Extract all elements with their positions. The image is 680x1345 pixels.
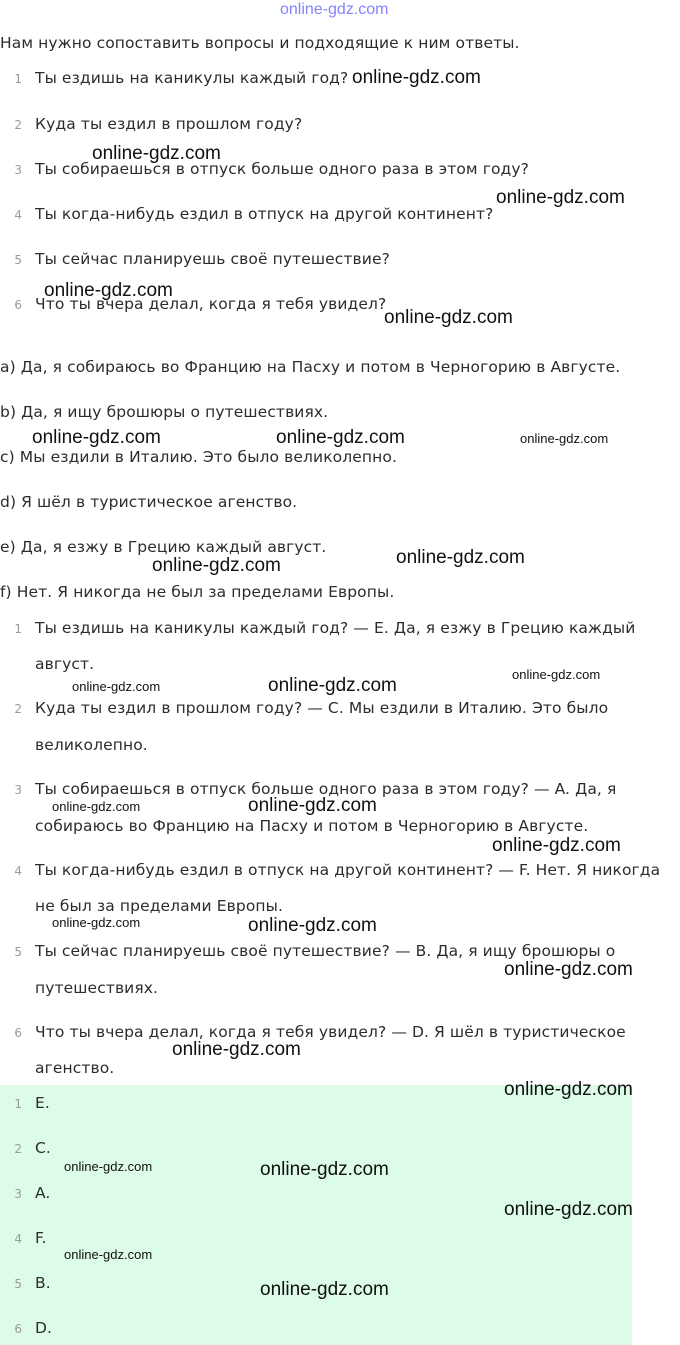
watermark: online-gdz.com — [520, 431, 609, 446]
match-line: собираюсь во Францию на Пасху и потом в Черногорию в Августе. — [35, 817, 589, 835]
watermark: online-gdz.com — [248, 795, 377, 816]
watermark: online-gdz.com — [396, 547, 525, 568]
match-line: путешествиях. — [35, 979, 159, 997]
final-answer-letter: C. — [35, 1139, 51, 1157]
match-number: 1 — [14, 622, 22, 636]
watermark: online-gdz.com — [52, 799, 141, 814]
question-text: Ты ездишь на каникулы каждый год? — [35, 69, 349, 87]
watermark: online-gdz.com — [260, 1159, 389, 1180]
watermark: online-gdz.com — [496, 187, 625, 208]
answer-option: d) Я шёл в туристическое агенство. — [0, 493, 298, 511]
final-answer-letter: E. — [35, 1094, 50, 1112]
watermark: online-gdz.com — [268, 675, 397, 696]
final-answer-number: 2 — [14, 1142, 22, 1156]
match-line: Куда ты ездил в прошлом году? — C. Мы ездили в Италию. Это было — [35, 699, 609, 717]
intro-text: Нам нужно сопоставить вопросы и подходящие к ним ответы. — [0, 34, 520, 52]
watermark: online-gdz.com — [276, 427, 405, 448]
watermark: online-gdz.com — [172, 1039, 301, 1060]
question-number: 5 — [14, 253, 22, 267]
question-number: 1 — [14, 72, 22, 86]
final-answer-letter: F. — [35, 1229, 47, 1247]
question-number: 6 — [14, 298, 22, 312]
watermark: online-gdz.com — [352, 67, 481, 88]
match-line: Ты сейчас планируешь своё путешествие? — B. Да, я ищу брошюры о — [35, 942, 616, 960]
final-answer-number: 4 — [14, 1232, 22, 1246]
match-line: агенство. — [35, 1059, 115, 1077]
answer-option: f) Нет. Я никогда не был за пределами Европы. — [0, 583, 395, 601]
match-line: Что ты вчера делал, когда я тебя увидел? — D. Я шёл в туристическое — [35, 1023, 626, 1041]
watermark: online-gdz.com — [32, 427, 161, 448]
final-answer-number: 1 — [14, 1097, 22, 1111]
question-text: Ты собираешься в отпуск больше одного раза в этом году? — [35, 160, 529, 178]
match-line: великолепно. — [35, 736, 148, 754]
watermark: online-gdz.com — [504, 1199, 633, 1220]
watermark: online-gdz.com — [92, 143, 221, 164]
question-number: 4 — [14, 208, 22, 222]
question-text: Ты когда-нибудь ездил в отпуск на другой континент? — [35, 205, 494, 223]
answer-option: b) Да, я ищу брошюры о путешествиях. — [0, 403, 329, 421]
match-line: Ты когда-нибудь ездил в отпуск на другой континент? — F. Нет. Я никогда — [35, 861, 661, 879]
question-text: Что ты вчера делал, когда я тебя увидел? — [35, 295, 387, 313]
match-number: 5 — [14, 945, 22, 959]
match-line: август. — [35, 655, 95, 673]
question-text: Ты сейчас планируешь своё путешествие? — [35, 250, 390, 268]
watermark: online-gdz.com — [44, 280, 173, 301]
answer-option: a) Да, я собираюсь во Францию на Пасху и потом в Черногорию в Августе. — [0, 358, 621, 376]
final-answer-letter: D. — [35, 1319, 53, 1337]
match-line: Ты ездишь на каникулы каждый год? — E. Да, я езжу в Грецию каждый — [35, 619, 636, 637]
watermark: online-gdz.com — [52, 915, 141, 930]
match-line: не был за пределами Европы. — [35, 897, 284, 915]
final-answer-number: 5 — [14, 1277, 22, 1291]
answer-option: e) Да, я езжу в Грецию каждый август. — [0, 538, 327, 556]
site-logo: online-gdz.com — [280, 1, 389, 18]
watermark: online-gdz.com — [504, 1079, 633, 1100]
question-text: Куда ты ездил в прошлом году? — [35, 115, 303, 133]
question-number: 3 — [14, 163, 22, 177]
watermark: online-gdz.com — [512, 667, 601, 682]
match-number: 3 — [14, 783, 22, 797]
watermark: online-gdz.com — [64, 1247, 153, 1262]
watermark: online-gdz.com — [64, 1159, 153, 1174]
final-answer-number: 6 — [14, 1322, 22, 1336]
watermark: online-gdz.com — [72, 679, 161, 694]
match-line: Ты собираешься в отпуск больше одного раза в этом году? — A. Да, я — [35, 780, 617, 798]
watermark: online-gdz.com — [384, 307, 513, 328]
final-answer-letter: B. — [35, 1274, 51, 1292]
question-number: 2 — [14, 118, 22, 132]
final-answer-number: 3 — [14, 1187, 22, 1201]
watermark: online-gdz.com — [504, 959, 633, 980]
final-answer-letter: A. — [35, 1184, 51, 1202]
match-number: 4 — [14, 864, 22, 878]
match-number: 2 — [14, 702, 22, 716]
watermark: online-gdz.com — [260, 1279, 389, 1300]
watermark: online-gdz.com — [492, 835, 621, 856]
watermark: online-gdz.com — [248, 915, 377, 936]
watermark: online-gdz.com — [152, 555, 281, 576]
match-number: 6 — [14, 1026, 22, 1040]
answer-option: c) Мы ездили в Италию. Это было великолепно. — [0, 448, 397, 466]
